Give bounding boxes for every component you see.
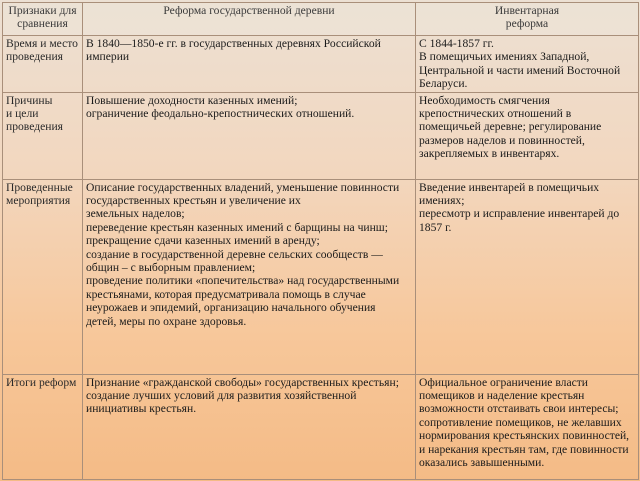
table-row <box>3 179 639 374</box>
table-row <box>3 92 639 179</box>
comparison-table <box>2 2 639 480</box>
row-feature: Проведенные мероприятия <box>3 179 83 374</box>
state-reform-cell: Повышение доходности казенных имений; ограничение феодально-крепостнических отношений. <box>83 92 416 179</box>
state-reform-cell: Описание государственных владений, уменьшение повинности государственных крестьян и увеличение их земельных наделов; переведение крестьян казенных имений с барщины на чинш; прекращение сдачи казенных имений в аренду; создание в государственной деревне сельских сообществ — общин – с выборным правлением; проведение политики «попечительства» над государственными крестьянами, которая предусматривала помощь в случае неурожаев и эпидемий, организацию начального обучения детей, меры по охране здоровья. <box>83 179 416 374</box>
row-feature: Итоги реформ <box>3 374 83 479</box>
state-reform-cell: В 1840—1850-е гг. в государственных деревнях Российской империи <box>83 36 416 93</box>
row-feature: Время и место проведения <box>3 36 83 93</box>
table-row <box>3 36 639 93</box>
inventory-reform-cell: Необходимость смягчения крепостнических отношений в помещичьей деревне; регулирование размеров наделов и повинностей, закрепляемых в инвентарях. <box>416 92 639 179</box>
inventory-reform-cell: С 1844-1857 гг. В помещичьих имениях Западной, Центральной и части имений Восточной Беларуси. <box>416 36 639 93</box>
inventory-reform-cell: Введение инвентарей в помещичьих имениях; пересмотр и исправление инвентарей до 1857 г. <box>416 179 639 374</box>
header-state-reform: Реформа государственной деревни <box>83 3 416 36</box>
header-features: Признаки для сравнения <box>3 3 83 36</box>
state-reform-cell: Признание «гражданской свободы» государственных крестьян; создание лучших условий для развития хозяйственной инициативы крестьян. <box>83 374 416 479</box>
row-feature: Причины и цели проведения <box>3 92 83 179</box>
table-row <box>3 374 639 479</box>
header-row <box>3 3 639 36</box>
inventory-reform-cell: Официальное ограничение власти помещиков и наделение крестьян возможности отстаивать свои интересы; сопротивление помещиков, не желавших нормирования крестьянских повинностей, и нарекания крестьян там, где повинности оказались завышенными. <box>416 374 639 479</box>
header-inventory-reform: Инвентарная реформа <box>416 3 639 36</box>
